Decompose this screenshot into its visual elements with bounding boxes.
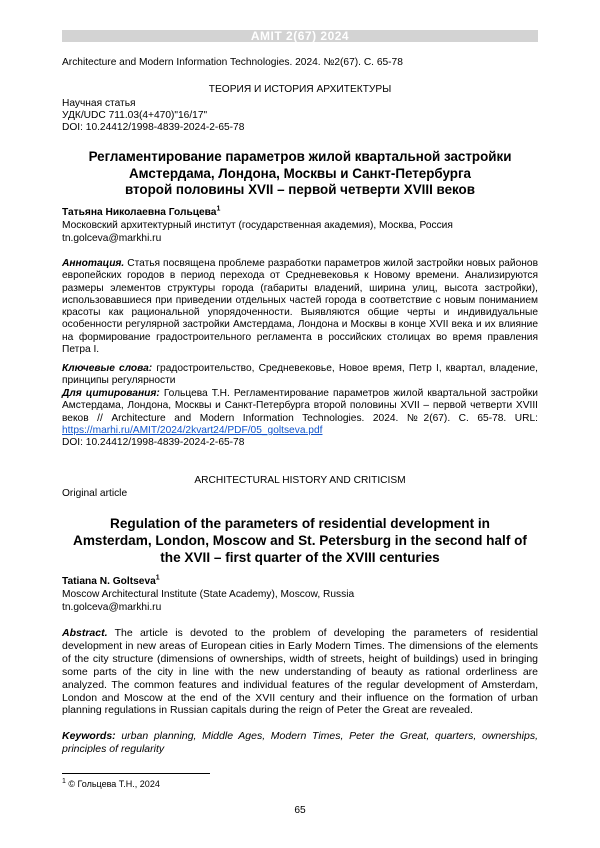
citation-label-ru: Для цитирования: [62,388,160,399]
title-ru-line: Амстердама, Лондона, Москвы и Санкт-Петербурга [129,165,471,181]
abstract-label-ru: Аннотация. [62,258,125,269]
email-en: tn.golceva@markhi.ru [62,602,162,613]
title-en-line: the XVII – first quarter of the XVIII centuries [160,550,440,565]
section-heading-en: ARCHITECTURAL HISTORY AND CRITICISM [194,475,406,486]
article-type-en: Original article [62,488,128,499]
abstract-ru [62,258,538,356]
author-footnote-mark-ru: 1 [216,205,221,213]
footnote-mark: 1 [62,778,66,785]
author-footnote-mark-en: 1 [155,574,160,582]
author-ru [62,207,220,219]
citation-text-ru: Гольцева Т.Н. Регламентирование параметров жилой квартальной застройки Амстердама, Лондона, Москвы и Санкт-Петербурга второй половины XVII – первой четверти XVIII веков // Architecture and Modern Information Technologies. 2024. №2(67). С. 65-78. URL: [62,388,538,424]
title-en-line: Amsterdam, London, Moscow and St. Petersburg in the second half of [73,533,527,548]
abstract-en [62,627,538,717]
author-en [62,576,160,588]
title-ru-line: второй половины XVII – первой четверти XVIII веков [125,182,475,197]
footnote [62,779,160,790]
keywords-ru [62,363,538,388]
citation-url-link[interactable]: https://marhi.ru/AMIT/2024/2kvart24/PDF/05_goltseva.pdf [62,424,323,436]
article-type-ru: Научная статья [62,98,136,109]
footnote-separator [62,773,210,774]
author-name-ru: Татьяна Николаевна Гольцева [62,207,217,218]
article-title-en [62,515,538,566]
journal-citation-line: Architecture and Modern Information Technologies. 2024. №2(67). С. 65-78 [62,57,403,68]
journal-banner-text: AMIT 2(67) 2024 [250,29,350,43]
email-ru: tn.golceva@markhi.ru [62,233,162,244]
affiliation-en: Moscow Architectural Institute (State Academy), Moscow, Russia [62,589,355,600]
keywords-en [62,730,538,756]
page-number: 65 [294,805,306,816]
title-en-line: Regulation of the parameters of residential development in [110,516,490,531]
author-name-en: Tatiana N. Goltseva [62,576,156,587]
section-heading-ru: ТЕОРИЯ И ИСТОРИЯ АРХИТЕКТУРЫ [208,84,392,95]
affiliation-ru: Московский архитектурный институт (государственная академия), Москва, Россия [62,220,453,231]
keywords-text-ru: градостроительство, Средневековье, Новое время, Петр I, квартал, владение, принципы регулярности [62,363,538,387]
abstract-label-en: Abstract. [62,627,108,639]
keywords-label-ru: Ключевые слова: [62,363,153,374]
footnote-text: © Гольцева Т.Н., 2024 [65,779,160,789]
citation-doi-ru: DOI: 10.24412/1998-4839-2024-2-65-78 [62,437,245,449]
abstract-text-ru: Статья посвящена проблеме разработки параметров жилой застройки новых районов европейских городов в период перехода от Средневековья к Новому времени. Анализируются размеры элементов структуры города (габариты владений, ширина улиц, высота застройки), использовавшиеся при приведении отдельных частей города в соответствие с новым пониманием красоты как рациональной упорядоченности. Выявляются общие черты и индивидуальные особенности регулярной застройки Амстердама, Лондона и Москвы в конце XVII века и их влияние на формирование градостроительного регламента в российских столицах во время правления Петра I. [62,258,538,356]
title-ru-line: Регламентирование параметров жилой квартальной застройки [88,149,512,164]
abstract-text-en: The article is devoted to the problem of developing the parameters of residential development in new areas of European cities in Early Modern Times. The dimensions of the elements of the city structure (dimensions of ownerships, width of streets, height of buildings) used in bringing some parts of the city in line with the new understanding of beauty as rational orderliness are analyzed. The common features and individual features of the regular development of Amsterdam, London and Moscow at the end of the XVII century and their influence on the formation of urban planning regulations in Russian capitals during the reign of Peter the Great are revealed. [62,627,538,717]
udc-code: УДК/UDC 711.03(4+470)"16/17" [62,110,208,121]
keywords-text-en: urban planning, Middle Ages, Modern Times, Peter the Great, quarters, ownerships, principles of regularity [62,730,538,755]
doi-ru: DOI: 10.24412/1998-4839-2024-2-65-78 [62,122,245,133]
article-title-ru [62,149,538,199]
citation-ru [62,388,538,449]
keywords-label-en: Keywords: [62,730,116,742]
journal-banner [62,30,538,42]
